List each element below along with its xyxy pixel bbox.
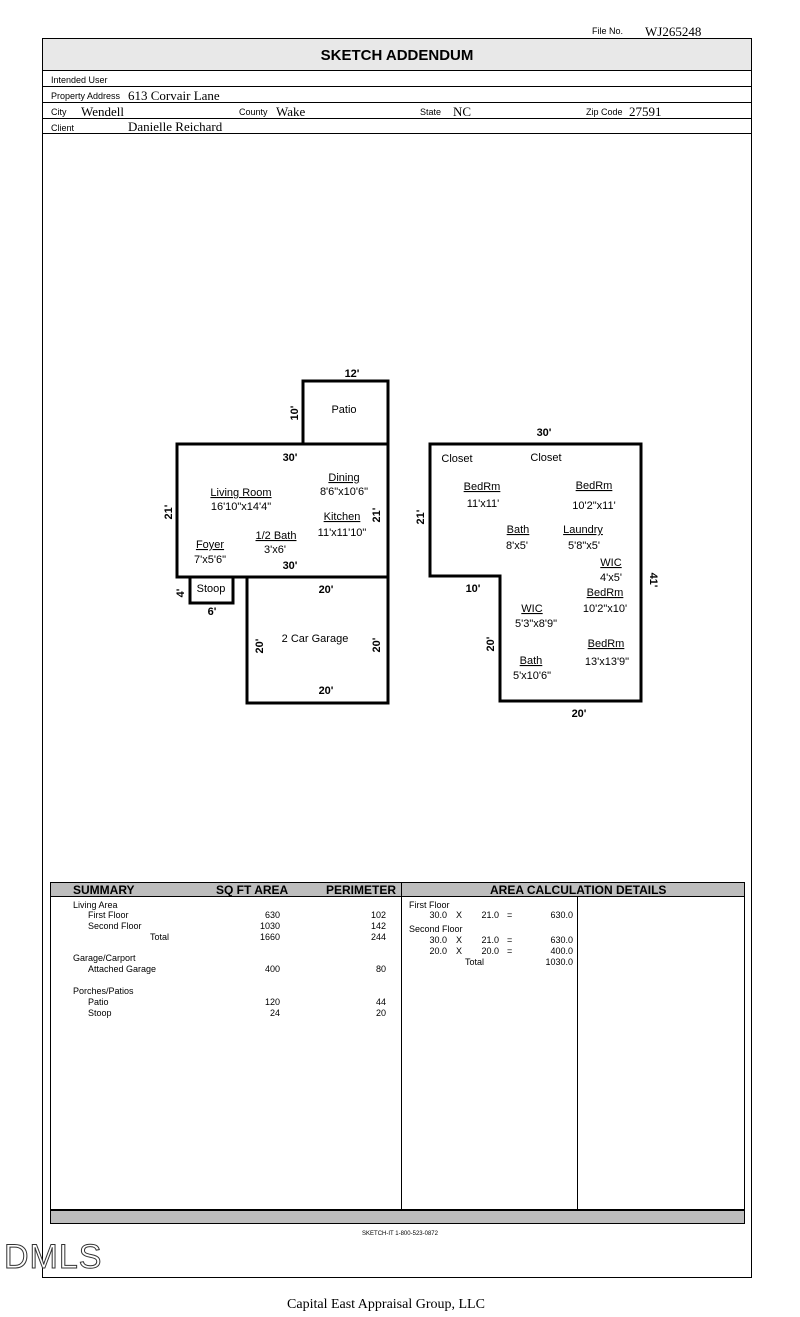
room-half-bath: 1/2 Bath	[255, 530, 297, 542]
dim-stoop-depth: 4'	[175, 588, 187, 598]
room-garage: 2 Car Garage	[281, 633, 349, 645]
dim-patio-depth: 10'	[289, 405, 301, 421]
dim-ff-bottom: 30'	[282, 560, 298, 572]
room-living: Living Room	[210, 487, 272, 499]
client-label: Client	[51, 123, 75, 133]
living-area-label: Living Area	[73, 900, 118, 910]
second-floor-label: Second Floor	[88, 921, 142, 931]
dim-sf-bottom: 20'	[571, 708, 587, 720]
sf-calc-2-result: 400.0	[550, 946, 573, 956]
city-value: Wendell	[81, 104, 124, 119]
page-title: SKETCH ADDENDUM	[43, 39, 751, 71]
room-bedrm-2-size: 10'2"x11'	[572, 500, 616, 512]
room-laundry: Laundry	[563, 524, 603, 536]
room-half-bath-size: 3'x6'	[264, 544, 286, 556]
sf-calc-2-a: 20.0	[429, 946, 447, 956]
patio-label: Patio	[88, 997, 109, 1007]
dim-garage-right: 20'	[371, 637, 383, 653]
perimeter-header: PERIMETER	[326, 883, 397, 897]
dim-sf-step-width: 10'	[465, 583, 481, 595]
patio-area: 120	[264, 997, 280, 1007]
room-foyer-size: 7'x5'6"	[194, 554, 226, 566]
dim-garage-top: 20'	[318, 584, 334, 596]
room-closet-2: Closet	[530, 452, 562, 464]
dim-garage-left: 20'	[254, 638, 266, 654]
total-label: Total	[150, 932, 170, 942]
software-credit: SKETCH-IT 1-800-523-0872	[362, 1231, 438, 1237]
total-area: 1660	[259, 932, 280, 942]
mls-watermark: DMLS	[4, 1238, 103, 1276]
room-laundry-size: 5'8"x5'	[568, 540, 600, 552]
second-floor-area: 1030	[259, 921, 280, 931]
dim-patio-width: 12'	[344, 368, 360, 380]
patio-perimeter: 44	[375, 997, 386, 1007]
sf-calc-1-op: X	[456, 935, 463, 945]
summary-header: SUMMARY	[73, 883, 135, 897]
area-details-header: AREA CALCULATION DETAILS	[490, 883, 667, 897]
dim-ff-right: 21'	[371, 507, 383, 523]
details-second-floor-label: Second Floor	[409, 924, 463, 934]
ff-calc-op: X	[456, 910, 463, 920]
intended-user-label: Intended User	[51, 75, 108, 85]
sf-calc-2-op: X	[456, 946, 463, 956]
dim-garage-bottom: 20'	[318, 685, 334, 697]
room-bedrm-3-size: 10'2"x10'	[582, 603, 628, 615]
details-first-floor-label: First Floor	[409, 900, 450, 910]
room-kitchen-size: 11'x11'10"	[317, 527, 367, 539]
file-no-value: WJ265248	[645, 24, 702, 39]
sf-calc-1-a: 30.0	[429, 935, 447, 945]
room-wic-1-size: 4'x5'	[600, 572, 622, 584]
room-dining: Dining	[328, 472, 360, 484]
room-bedrm-2: BedRm	[575, 480, 613, 492]
second-floor-perimeter: 142	[370, 921, 386, 931]
first-floor-perimeter: 102	[370, 910, 386, 920]
sqft-header: SQ FT AREA	[216, 883, 289, 897]
room-bedrm-1: BedRm	[463, 481, 501, 493]
summary-header-divider	[401, 882, 402, 897]
sf-total-value: 1030.0	[545, 957, 573, 967]
details-divider	[577, 897, 578, 1210]
summary-footer-bar	[50, 1210, 745, 1224]
room-dining-size: 8'6"x10'6"	[319, 486, 369, 498]
room-stoop: Stoop	[196, 583, 226, 595]
room-living-size: 16'10"x14'4"	[210, 501, 272, 513]
stoop-perimeter: 20	[375, 1008, 386, 1018]
room-bedrm-3: BedRm	[586, 587, 624, 599]
sf-calc-2-eq: =	[507, 946, 513, 956]
room-bedrm-4: BedRm	[587, 638, 625, 650]
ff-calc-result: 630.0	[550, 910, 573, 920]
company-name: Capital East Appraisal Group, LLC	[287, 1297, 485, 1312]
room-bath-2-size: 5'x10'6"	[512, 670, 552, 682]
room-kitchen: Kitchen	[323, 511, 361, 523]
room-bedrm-1-size: 11'x11'	[466, 498, 500, 510]
attached-garage-label: Attached Garage	[88, 964, 157, 974]
dim-stoop-width: 6'	[207, 606, 217, 618]
sf-total-label: Total	[465, 957, 485, 967]
total-perimeter: 244	[370, 932, 386, 942]
summary-divider	[401, 897, 402, 1210]
attached-garage-area: 400	[264, 964, 280, 974]
stoop-area: 24	[269, 1008, 280, 1018]
dim-sf-right: 41'	[647, 572, 659, 588]
property-address-value: 613 Corvair Lane	[128, 88, 220, 103]
state-label: State	[420, 107, 442, 117]
dim-sf-step-depth: 20'	[485, 636, 497, 652]
room-wic-2-size: 5'3"x8'9"	[515, 618, 557, 630]
room-foyer: Foyer	[195, 539, 225, 551]
attached-garage-perimeter: 80	[375, 964, 386, 974]
dim-sf-left: 21'	[415, 509, 427, 525]
sf-calc-2-b: 20.0	[481, 946, 499, 956]
dim-ff-left: 21'	[163, 504, 175, 520]
sf-calc-1-eq: =	[507, 935, 513, 945]
room-bedrm-4-size: 13'x13'9"	[584, 656, 630, 668]
first-floor-label: First Floor	[88, 910, 129, 920]
county-label: County	[239, 107, 268, 117]
property-address-label: Property Address	[51, 91, 121, 101]
first-floor-area: 630	[264, 910, 280, 920]
garage-carport-label: Garage/Carport	[73, 953, 136, 963]
client-value: Danielle Reichard	[128, 119, 223, 134]
room-wic-2: WIC	[521, 603, 543, 615]
room-bath-1: Bath	[506, 524, 530, 536]
dim-ff-top: 30'	[282, 452, 298, 464]
porches-label: Porches/Patios	[73, 986, 134, 996]
file-no-label: File No.	[592, 26, 624, 36]
sf-calc-1-b: 21.0	[481, 935, 499, 945]
dim-sf-top: 30'	[536, 427, 552, 439]
county-value: Wake	[276, 104, 306, 119]
state-value: NC	[453, 104, 472, 119]
room-closet-1: Closet	[441, 453, 473, 465]
zip-label: Zip Code	[586, 107, 623, 117]
room-wic-1: WIC	[600, 557, 622, 569]
ff-calc-eq: =	[507, 910, 513, 920]
ff-calc-a: 30.0	[429, 910, 447, 920]
zip-value: 27591	[629, 104, 662, 119]
stoop-label: Stoop	[88, 1008, 112, 1018]
room-bath-2: Bath	[519, 655, 543, 667]
room-bath-1-size: 8'x5'	[506, 540, 528, 552]
sf-calc-1-result: 630.0	[550, 935, 573, 945]
city-label: City	[51, 107, 67, 117]
summary-table	[50, 897, 745, 1210]
ff-calc-b: 21.0	[481, 910, 499, 920]
room-patio: Patio	[331, 404, 357, 416]
